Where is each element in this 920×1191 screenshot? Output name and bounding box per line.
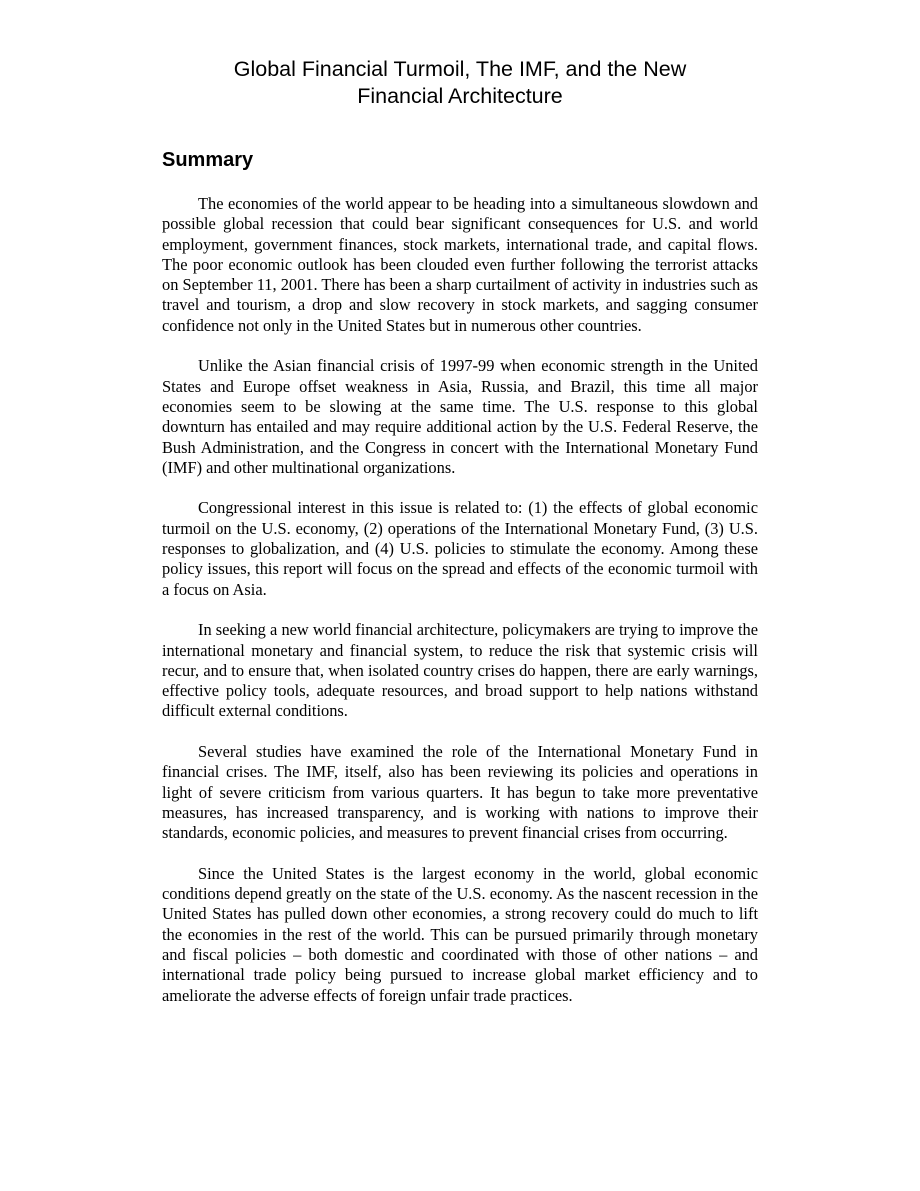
summary-paragraph-3: Congressional interest in this issue is related to: (1) the effects of global economic turmoil on the U.S. economy, (2) operations of the International Monetary Fund, (3) U.S. responses to globalization, and (4) U.S. policies to stimulate the economy. Among these policy issues, this report will focus on the spread and effects of the economic turmoil with a focus on Asia. [162,498,758,599]
section-heading-summary: Summary [162,149,254,171]
summary-paragraph-4: In seeking a new world financial architecture, policymakers are trying to improve the international monetary and financial system, to reduce the risk that systemic crisis will recur, and to ensure that, when isolated country crises do happen, there are early warnings, effective policy tools, adequate resources, and broad support to help nations withstand difficult external conditions. [162,620,758,721]
summary-paragraph-1: The economies of the world appear to be heading into a simultaneous slowdown and possible global recession that could bear significant consequences for U.S. and world employment, government finances, stock markets, international trade, and capital flows. The poor economic outlook has been clouded even further following the terrorist attacks on September 11, 2001. There has been a sharp curtailment of activity in industries such as travel and tourism, a drop and slow recovery in stock markets, and sagging consumer confidence not only in the United States but in numerous other countries. [162,194,758,335]
title-line-1: Global Financial Turmoil, The IMF, and the New [233,57,687,81]
document-title [162,56,758,110]
title-line-2: Financial Architecture [357,84,563,108]
summary-body [162,194,758,1026]
document-page [162,56,758,1005]
summary-paragraph-6: Since the United States is the largest economy in the world, global economic conditions depend greatly on the state of the U.S. economy. As the nascent recession in the United States has pulled down other economies, a strong recovery could do much to lift the economies in the rest of the world. This can be pursued primarily through monetary and fiscal policies – both domestic and coordinated with those of other nations – and international trade policy being pursued to increase global market efficiency and to ameliorate the adverse effects of foreign unfair trade practices. [162,863,758,1005]
summary-paragraph-5: Several studies have examined the role of the International Monetary Fund in financial crises. The IMF, itself, also has been reviewing its policies and operations in light of severe criticism from various quarters. It has begun to take more preventative measures, has increased transparency, and is working with nations to improve their standards, economic policies, and measures to prevent financial crises from occurring. [162,742,758,843]
summary-paragraph-2: Unlike the Asian financial crisis of 1997-99 when economic strength in the United States and Europe offset weakness in Asia, Russia, and Brazil, this time all major economies seem to be slowing at the same time. The U.S. response to this global downturn has entailed and may require additional action by the U.S. Federal Reserve, the Bush Administration, and the Congress in concert with the International Monetary Fund (IMF) and other multinational organizations. [162,356,758,477]
